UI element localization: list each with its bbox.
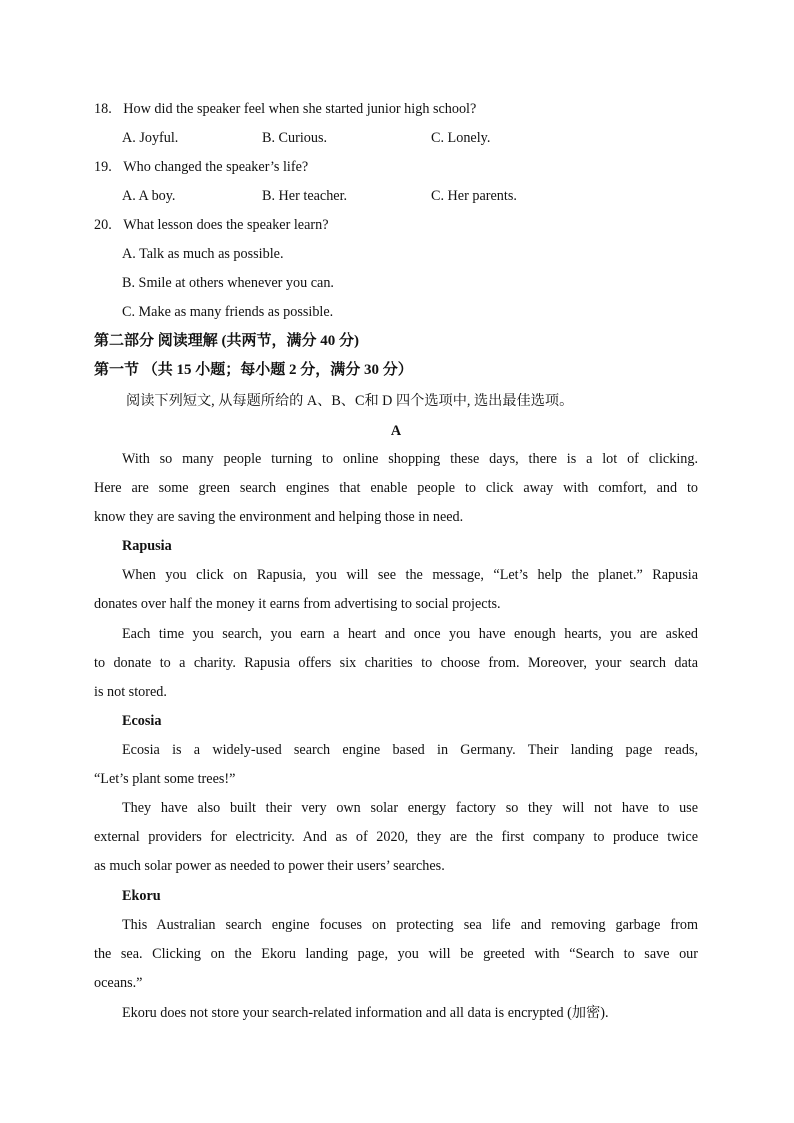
paragraph-line: They have also built their very own solar energy factory so they will not have to use (122, 800, 698, 816)
paragraph-line: When you click on Rapusia, you will see the message, “Let’s help the planet.” Rapusia (122, 567, 698, 583)
option-c: C. Her parents. (431, 188, 517, 204)
section-heading: 第一节 （共 15 小题；每小题 2 分，满分 30 分） (94, 362, 413, 378)
instruction: 阅读下列短文, 从每题所给的 A、B、C和 D 四个选项中, 选出最佳选项。 (126, 393, 574, 409)
option-c: C. Lonely. (431, 130, 491, 146)
question-stem: What lesson does the speaker learn? (123, 217, 329, 233)
paragraph-line: Ecosia is a widely-used search engine based in Germany. Their landing page reads, (122, 742, 698, 758)
paragraph-line: as much solar power as needed to power their users’ searches. (94, 858, 445, 874)
option-a: A. A boy. (122, 188, 176, 204)
paragraph-line: external providers for electricity. And as of 2020, they are the first company to produce twice (94, 829, 698, 845)
intro-line-3: know they are saving the environment and helping those in need. (94, 509, 464, 525)
paragraph-line: Ekoru does not store your search-related information and all data is encrypted (加密). (122, 1005, 609, 1021)
paragraph-line: is not stored. (94, 684, 167, 700)
paragraph-line: Each time you search, you earn a heart and once you have enough hearts, you are asked (122, 626, 698, 642)
option-a: A. Talk as much as possible. (122, 246, 284, 262)
ekoru-title: Ekoru (122, 888, 161, 904)
rapusia-title: Rapusia (122, 538, 172, 554)
paragraph-line: “Let’s plant some trees!” (94, 771, 236, 787)
intro-line-2: Here are some green search engines that enable people to click away with comfort, and to (94, 480, 698, 496)
question-number: 19. (94, 159, 112, 175)
paragraph-line: to donate to a charity. Rapusia offers six charities to choose from. Moreover, your search data (94, 655, 698, 671)
paragraph-line: the sea. Clicking on the Ekoru landing page, you will be greeted with “Search to save our (94, 946, 698, 962)
paragraph-line: donates over half the money it earns from advertising to social projects. (94, 596, 501, 612)
option-b: B. Smile at others whenever you can. (122, 275, 334, 291)
paragraph-line: This Australian search engine focuses on protecting sea life and removing garbage from (122, 917, 698, 933)
question-19 (94, 157, 308, 177)
part-heading: 第二部分 阅读理解 (共两节，满分 40 分) (94, 333, 359, 349)
passage-letter: A (390, 423, 402, 439)
ecosia-title: Ecosia (122, 713, 162, 729)
question-stem: How did the speaker feel when she started junior high school? (123, 101, 477, 117)
option-a: A. Joyful. (122, 130, 179, 146)
paragraph-line: oceans.” (94, 975, 143, 991)
intro-line-1: With so many people turning to online shopping these days, there is a lot of clicking. (122, 451, 698, 467)
question-20 (94, 215, 329, 235)
question-18 (94, 99, 476, 119)
option-c: C. Make as many friends as possible. (122, 304, 334, 320)
option-b: B. Curious. (262, 130, 328, 146)
question-number: 18. (94, 101, 112, 117)
option-b: B. Her teacher. (262, 188, 348, 204)
question-number: 20. (94, 217, 112, 233)
question-stem: Who changed the speaker’s life? (123, 159, 309, 175)
